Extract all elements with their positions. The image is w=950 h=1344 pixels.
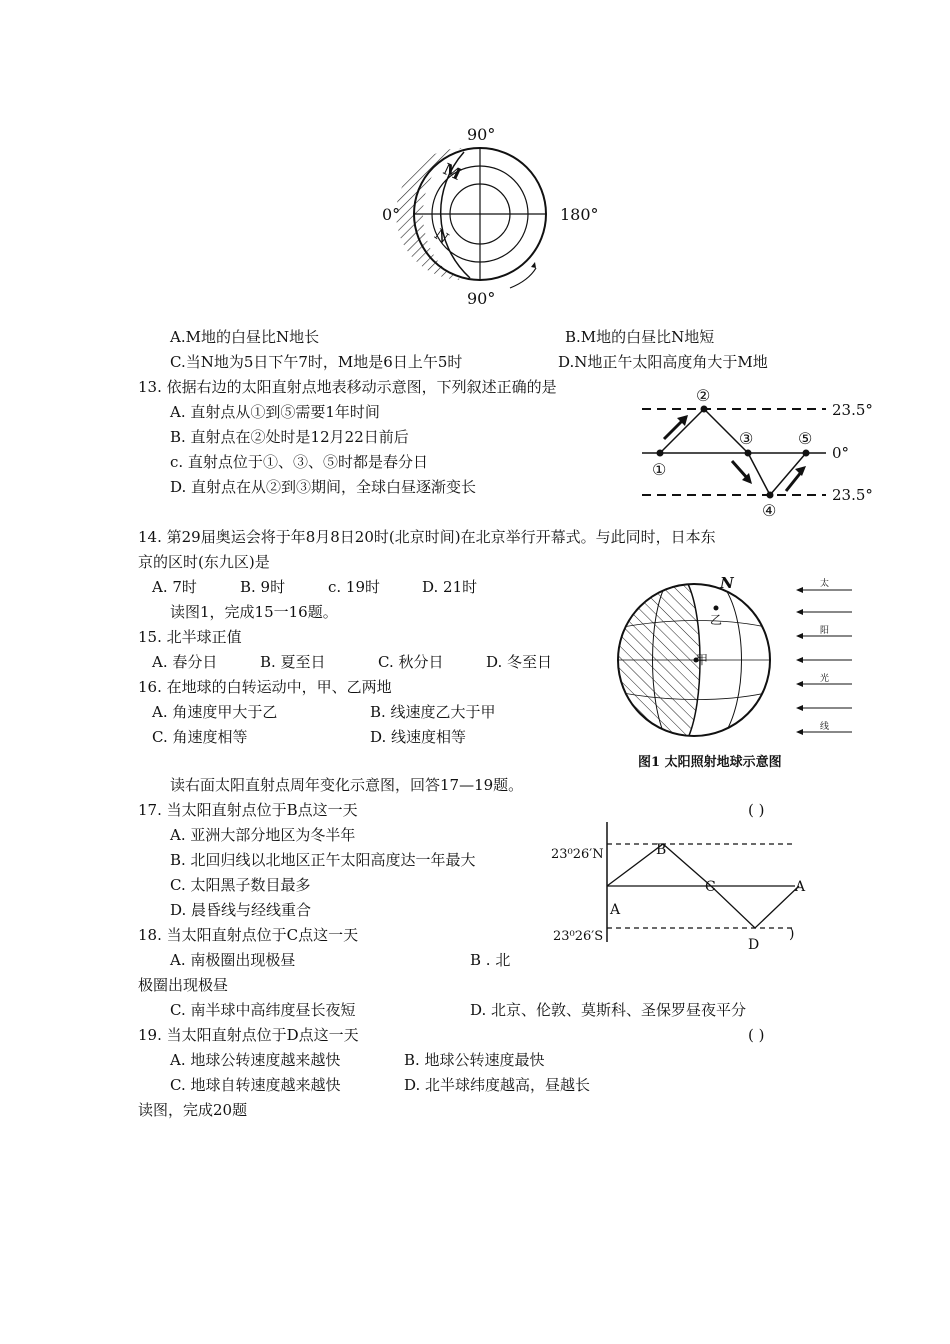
q14-stem-line2: 京的区时(东九区)是 xyxy=(138,553,270,571)
sunlit-earth-figure xyxy=(608,574,858,773)
q19-option-b: B. 地球公转速度最快 xyxy=(404,1051,545,1069)
subsolar-annual-figure xyxy=(545,822,815,957)
q14-option-d: D. 21时 xyxy=(422,578,478,596)
q12-option-a: A.M地的白昼比N地长 xyxy=(170,328,320,346)
q17-option-c: C. 太阳黑子数目最多 xyxy=(170,876,311,894)
paren-fragment: ) xyxy=(789,926,795,942)
label-0: 0° xyxy=(382,205,401,224)
point-4-label: ④ xyxy=(762,501,777,520)
q17-19-lead: 读右面太阳直射点周年变化示意图，回答17—19题。 xyxy=(170,776,524,794)
q13-stem: 13. 依据右边的太阳直射点地表移动示意图，下列叙述正确的是 xyxy=(138,378,557,396)
point-4 xyxy=(767,492,774,499)
label-180: 180° xyxy=(560,205,599,224)
q17-option-b: B. 北回归线以北地区正午太阳高度达一年最大 xyxy=(170,851,476,869)
label-M: M xyxy=(440,159,465,185)
q18-option-a: A. 南极圈出现极昼 xyxy=(170,951,296,969)
q20-lead: 读图，完成20题 xyxy=(138,1101,248,1119)
point-d: D xyxy=(748,937,760,953)
q17-answer-paren: ( ) xyxy=(748,801,765,819)
q16-option-d: D. 线速度相等 xyxy=(370,728,467,746)
point-3 xyxy=(745,450,752,457)
q18-option-d: D. 北京、伦敦、莫斯科、圣保罗昼夜平分 xyxy=(470,1001,747,1019)
q16-stem: 16. 在地球的白转运动中，甲、乙两地 xyxy=(138,678,392,696)
q13-option-c: c. 直射点位于①、③、⑤时都是春分日 xyxy=(170,453,428,471)
q14-option-c: c. 19时 xyxy=(328,578,381,596)
jia-label: 甲 xyxy=(696,653,709,667)
q14-option-b: B. 9时 xyxy=(240,578,286,596)
subsolar-point-movement-figure xyxy=(636,385,886,520)
q15-option-d: D. 冬至日 xyxy=(486,653,553,671)
label-N: N xyxy=(430,225,453,248)
q15-option-c: C. 秋分日 xyxy=(378,653,444,671)
lat-s-label: 23.5° xyxy=(832,486,873,504)
q16-option-a: A. 角速度甲大于乙 xyxy=(152,703,278,721)
q18-stem: 18. 当太阳直射点位于C点这一天 xyxy=(138,926,359,944)
point-1-label: ① xyxy=(652,460,667,479)
q18-option-c: C. 南半球中高纬度昼长夜短 xyxy=(170,1001,356,1019)
q17-option-a: A. 亚洲大部分地区为冬半年 xyxy=(170,826,356,844)
q16-option-c: C. 角速度相等 xyxy=(152,728,248,746)
q12-option-c: C.当N地为5日下午7时，M地是6日上午5时 xyxy=(170,353,463,371)
point-a-right: A xyxy=(795,879,806,895)
sun-char-3: 光 xyxy=(820,674,830,684)
yi-label: 乙 xyxy=(710,613,723,627)
north-label: N xyxy=(720,574,734,592)
q15-option-a: A. 春分日 xyxy=(152,653,218,671)
q19-answer-paren: ( ) xyxy=(748,1026,765,1044)
q17-option-d: D. 晨昏线与经线重合 xyxy=(170,901,312,919)
point-3-label: ③ xyxy=(739,429,754,448)
figure1-caption: 图1 太阳照射地球示意图 xyxy=(638,755,782,770)
sun-char-2: 阳 xyxy=(820,626,830,636)
polar-view-figure xyxy=(370,118,610,318)
point-a-left: A xyxy=(610,902,621,918)
q19-stem: 19. 当太阳直射点位于D点这一天 xyxy=(138,1026,359,1044)
q15-option-b: B. 夏至日 xyxy=(260,653,326,671)
lat-n-label: 23.5° xyxy=(832,401,873,419)
point-c: C xyxy=(705,879,716,895)
sun-char-1: 太 xyxy=(820,579,830,589)
sun-rays xyxy=(796,587,852,735)
point-5-label: ⑤ xyxy=(798,429,813,448)
sun-char-4: 线 xyxy=(820,722,830,732)
q18-option-b-continued: 极圈出现极昼 xyxy=(138,976,229,994)
q13-option-a: A. 直射点从①到⑤需要1年时间 xyxy=(170,403,380,421)
q13-option-b: B. 直射点在②处时是12月22日前后 xyxy=(170,428,409,446)
point-b: B xyxy=(656,842,667,858)
q15-stem: 15. 北半球正值 xyxy=(138,628,242,646)
q15-16-lead: 读图1，完成15一16题。 xyxy=(170,603,338,621)
q19-option-d: D. 北半球纬度越高，昼越长 xyxy=(404,1076,591,1094)
q16-option-b: B. 线速度乙大于甲 xyxy=(370,703,496,721)
q12-option-b: B.M地的白昼比N地短 xyxy=(565,328,715,346)
label-90-top: 90° xyxy=(467,125,496,144)
lat-0-label: 0° xyxy=(832,444,850,462)
point-2 xyxy=(701,406,708,413)
q19-option-c: C. 地球自转速度越来越快 xyxy=(170,1076,341,1094)
lat-south-label: 23⁰26′S xyxy=(553,929,604,944)
q19-option-a: A. 地球公转速度越来越快 xyxy=(170,1051,341,1069)
q12-option-d: D.N地正午太阳高度角大于M地 xyxy=(558,353,768,371)
q17-stem: 17. 当太阳直射点位于B点这一天 xyxy=(138,801,358,819)
point-1 xyxy=(657,450,664,457)
q14-stem-line1: 14. 第29届奥运会将于年8月8日20时(北京时间)在北京举行开幕式。与此同时，日本东 xyxy=(138,528,716,546)
point-2-label: ② xyxy=(696,386,711,405)
q13-option-d: D. 直射点在从②到③期间，全球白昼逐渐变长 xyxy=(170,478,477,496)
q14-option-a: A. 7时 xyxy=(152,578,197,596)
lat-north-label: 23⁰26′N xyxy=(551,847,604,862)
q18-option-b: B . 北 xyxy=(470,951,511,969)
label-90-bottom: 90° xyxy=(467,289,496,308)
point-5 xyxy=(803,450,810,457)
